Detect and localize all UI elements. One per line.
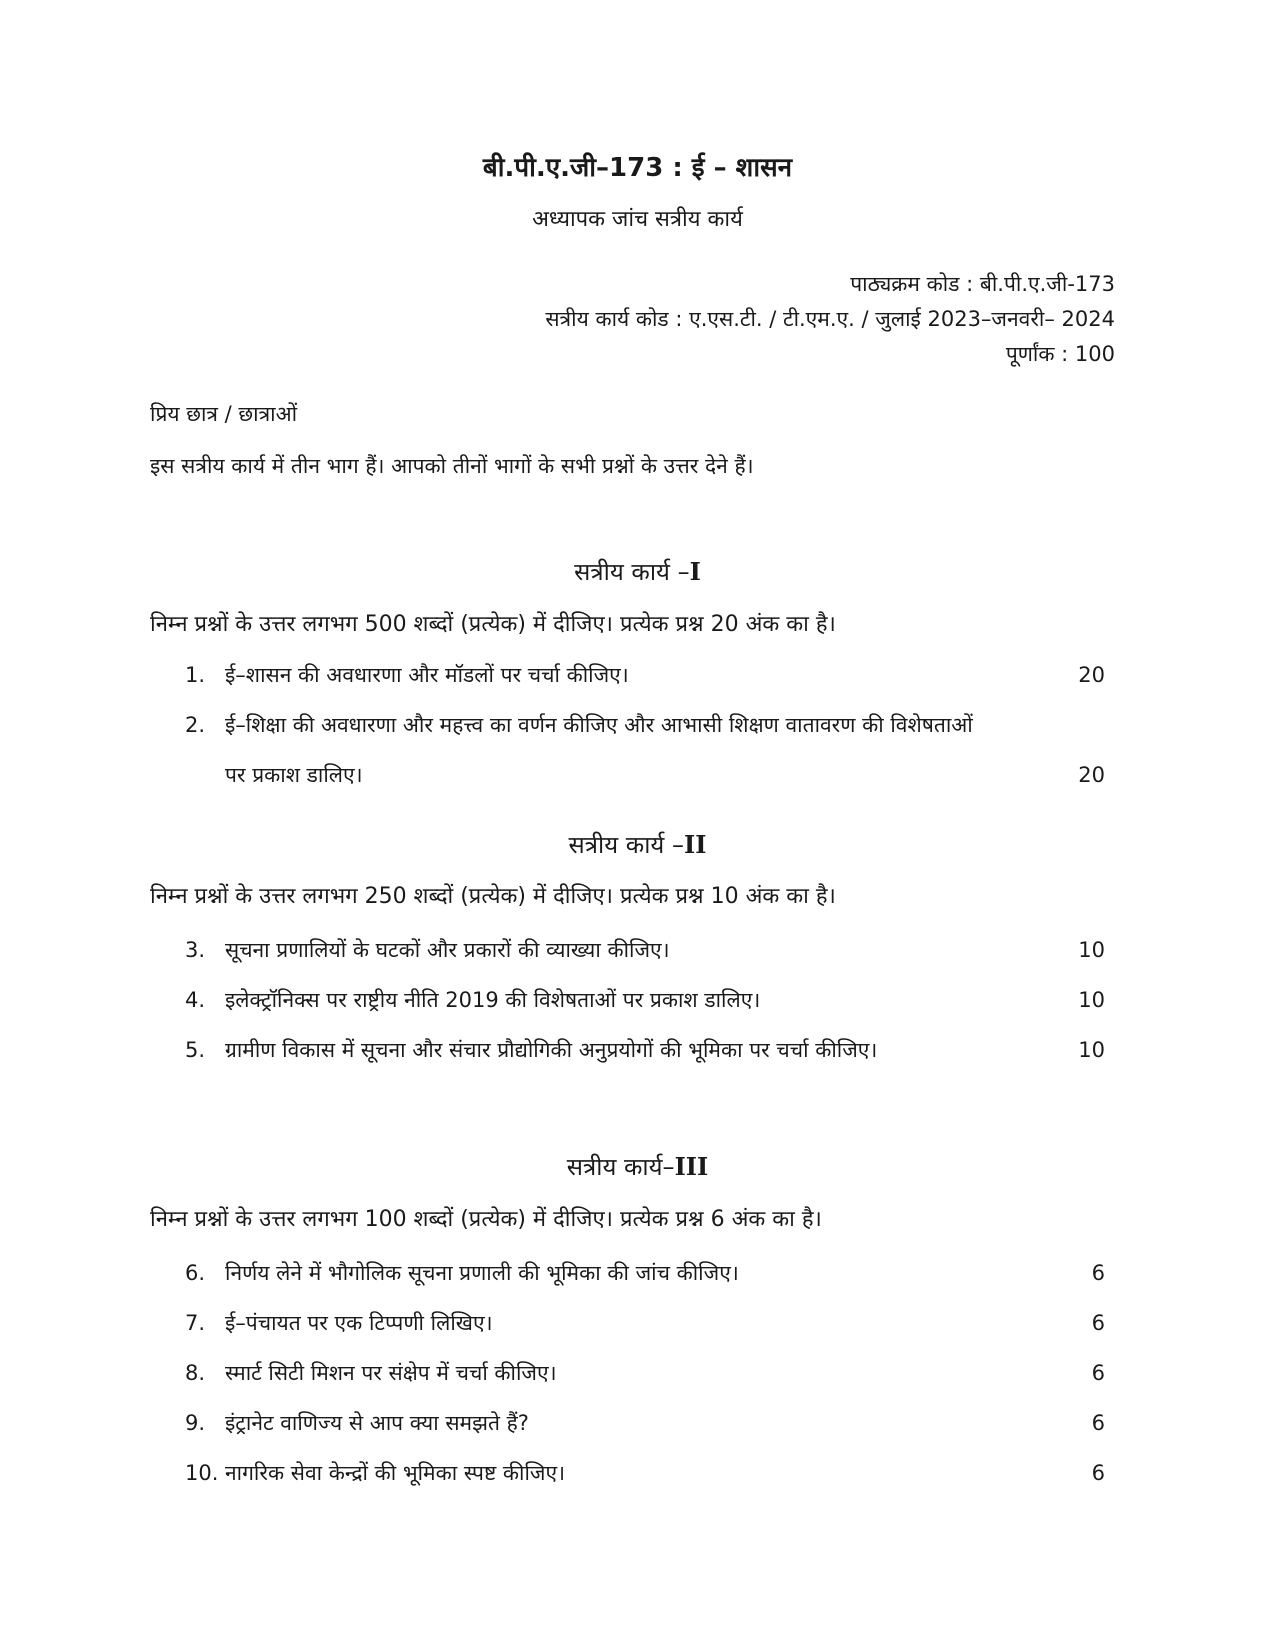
question-marks: 6 <box>1091 1311 1105 1335</box>
question-number: 3. <box>185 938 206 962</box>
question-number: 9. <box>185 1411 206 1435</box>
question-6 <box>185 1248 1105 1298</box>
question-text: नागरिक सेवा केन्द्रों की भूमिका स्पष्ट कीजिए। <box>225 1461 566 1485</box>
question-number: 6. <box>185 1261 206 1285</box>
question-text: ई–शासन की अवधारणा और मॉडलों पर चर्चा कीजिए। <box>225 663 629 687</box>
course-code: पाठ्यक्रम कोड : बी.पी.ए.जी-173 <box>850 272 1115 296</box>
question-text: इलेक्ट्रॉनिक्स पर राष्ट्रीय नीति 2019 की विशेषताओं पर प्रकाश डालिए। <box>225 988 761 1012</box>
question-text: सूचना प्रणालियों के घटकों और प्रकारों की व्याख्या कीजिए। <box>225 938 670 962</box>
question-9 <box>185 1398 1105 1448</box>
question-number: 4. <box>185 988 206 1012</box>
salutation: प्रिय छात्र / छात्राओं <box>150 402 298 426</box>
question-number: 7. <box>185 1311 206 1335</box>
question-text: स्मार्ट सिटी मिशन पर संक्षेप में चर्चा कीजिए। <box>225 1361 557 1385</box>
section-heading-label: सत्रीय कार्य– <box>566 1153 675 1181</box>
question-10 <box>185 1448 1105 1498</box>
question-marks: 6 <box>1091 1461 1105 1485</box>
question-text: इंट्रानेट वाणिज्य से आप क्या समझते हैं? <box>225 1411 529 1435</box>
section-heading-label: सत्रीय कार्य – <box>574 558 690 586</box>
section-heading-3 <box>0 1150 1275 1183</box>
question-5 <box>185 1025 1105 1075</box>
question-number: 1. <box>185 663 206 687</box>
question-text: ई–पंचायत पर एक टिप्पणी लिखिए। <box>225 1311 493 1335</box>
question-marks: 6 <box>1091 1261 1105 1285</box>
question-marks: 10 <box>1078 938 1105 962</box>
question-marks: 10 <box>1078 988 1105 1012</box>
question-4 <box>185 975 1105 1025</box>
question-number: 2. <box>185 713 206 737</box>
question-marks: 10 <box>1078 1038 1105 1062</box>
question-text: ई–शिक्षा की अवधारणा और महत्त्व का वर्णन कीजिए और आभासी शिक्षण वातावरण की विशेषताओं पर प्रकाश डालिए। <box>225 713 973 787</box>
question-3 <box>185 925 1105 975</box>
section-heading-label: सत्रीय कार्य – <box>568 831 684 859</box>
question-marks: 20 <box>1078 663 1105 687</box>
question-7 <box>185 1298 1105 1348</box>
assignment-code: सत्रीय कार्य कोड : ए.एस.टी. / टी.एम.ए. / जुलाई 2023–जनवरी– 2024 <box>545 307 1115 331</box>
question-number: 10. <box>185 1461 219 1485</box>
question-text: ग्रामीण विकास में सूचना और संचार प्रौद्योगिकी अनुप्रयोगों की भूमिका पर चर्चा कीजिए। <box>225 1038 878 1062</box>
section-instruction-2: निम्न प्रश्नों के उत्तर लगभग 250 शब्दों (प्रत्येक) में दीजिए। प्रत्येक प्रश्न 10 अंक का है। <box>150 884 836 909</box>
question-text: निर्णय लेने में भौगोलिक सूचना प्रणाली की भूमिका की जांच कीजिए। <box>225 1261 739 1285</box>
section-heading-1 <box>0 555 1275 588</box>
question-marks: 6 <box>1091 1411 1105 1435</box>
question-marks: 20 <box>1078 763 1105 787</box>
document-subtitle: अध्यापक जांच सत्रीय कार्य <box>532 207 743 232</box>
section-instruction-3: निम्न प्रश्नों के उत्तर लगभग 100 शब्दों (प्रत्येक) में दीजिए। प्रत्येक प्रश्न 6 अंक का है। <box>150 1207 822 1232</box>
section-instruction-1: निम्न प्रश्नों के उत्तर लगभग 500 शब्दों (प्रत्येक) में दीजिए। प्रत्येक प्रश्न 20 अंक का है। <box>150 612 836 637</box>
question-marks: 6 <box>1091 1361 1105 1385</box>
question-number: 8. <box>185 1361 206 1385</box>
question-2 <box>185 700 1105 800</box>
document-title: बी.पी.ए.जी–173 : ई – शासन <box>482 153 793 183</box>
question-number: 5. <box>185 1038 206 1062</box>
section-roman-numeral: II <box>683 830 707 859</box>
max-marks: पूर्णांक : 100 <box>1005 342 1115 366</box>
section-roman-numeral: I <box>689 557 701 586</box>
section-heading-2 <box>0 828 1275 861</box>
question-8 <box>185 1348 1105 1398</box>
intro-text: इस सत्रीय कार्य में तीन भाग हैं। आपको तीनों भागों के सभी प्रश्नों के उत्तर देने हैं। <box>150 454 754 478</box>
section-roman-numeral: III <box>674 1152 709 1181</box>
question-1 <box>185 650 1105 700</box>
